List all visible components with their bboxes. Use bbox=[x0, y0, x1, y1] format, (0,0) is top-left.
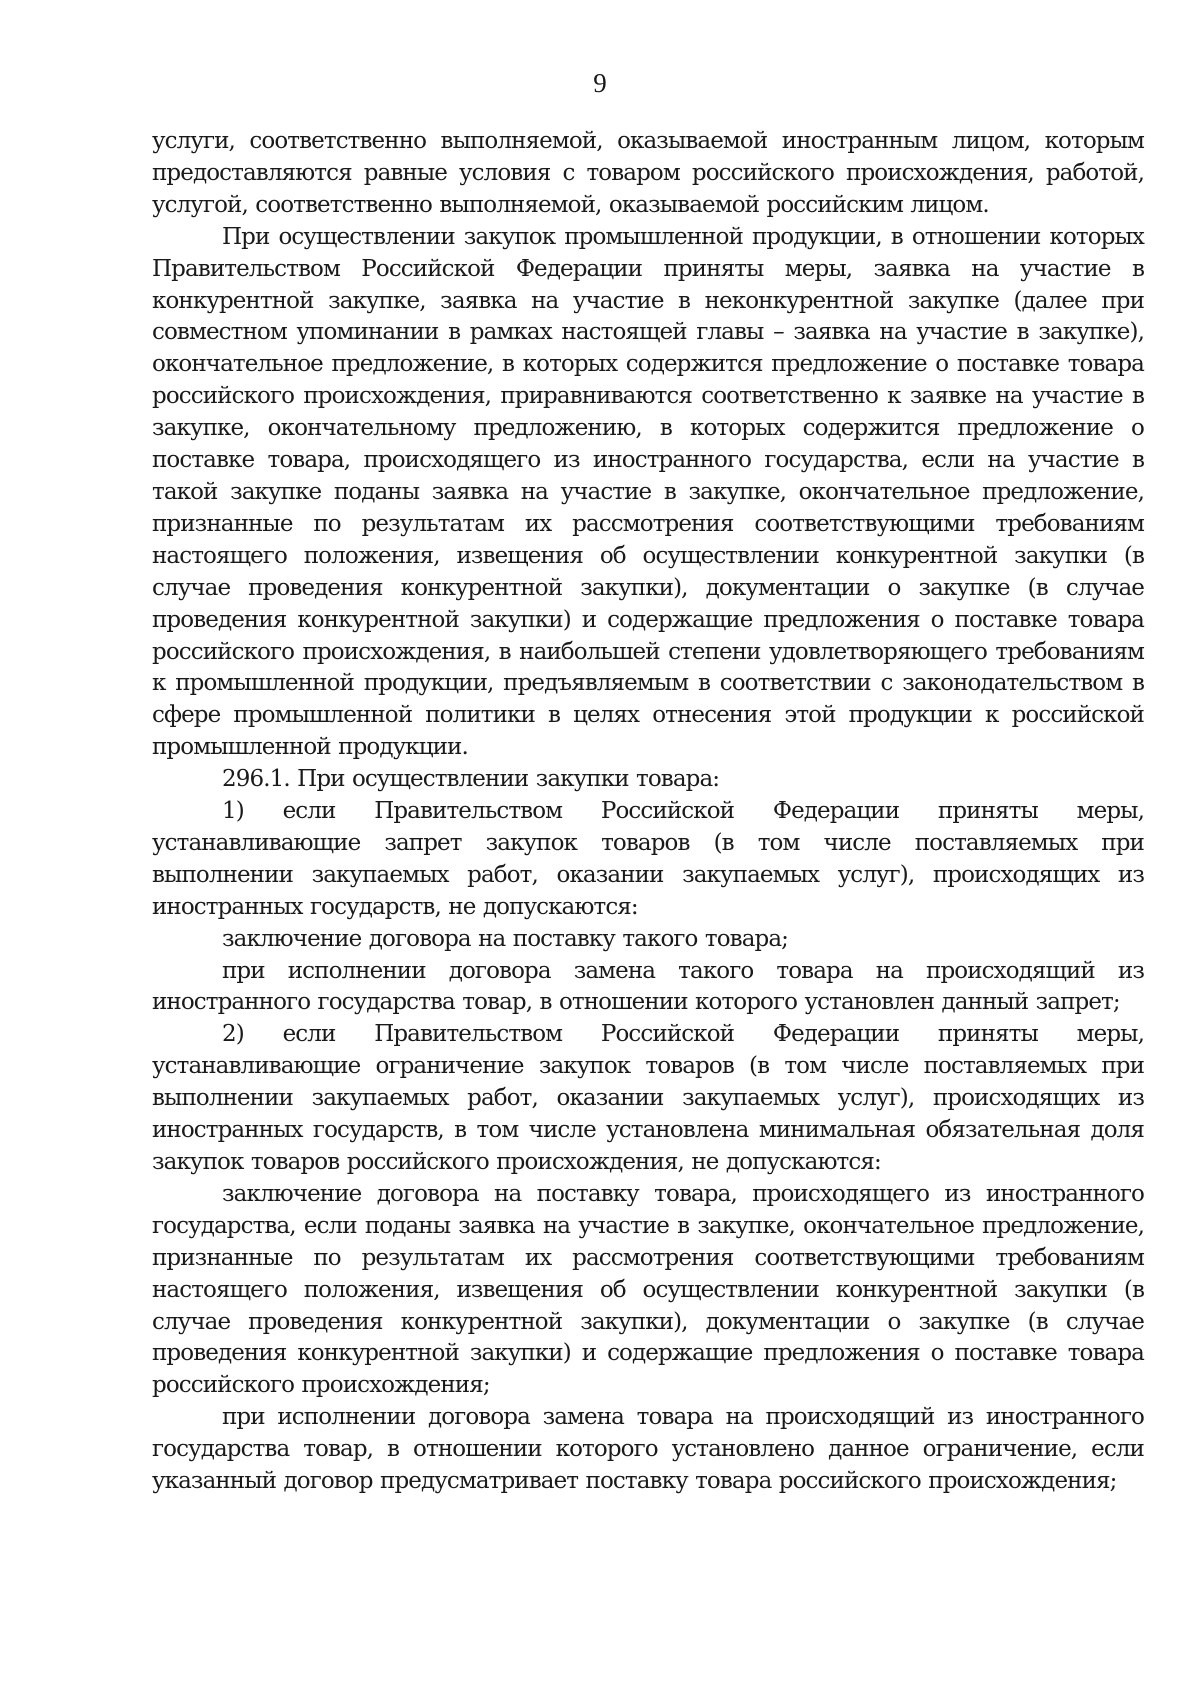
paragraph-3: 296.1. При осуществлении закупки товара: bbox=[222, 766, 720, 793]
paragraph-1: услуги, соответственно выполняемой, оказываемой иностранным лицом, которым предоставляются равные условия с товаром российского происхождения, работой, услугой, соответственно выполняемой, оказываемой российским лицом. bbox=[152, 128, 1144, 218]
paragraph-6: при исполнении договора замена такого товара на происходящий из иностранного государства товар, в отношении которого установлен данный запрет; bbox=[152, 957, 1144, 1016]
paragraph-8: заключение договора на поставку товара, происходящего из иностранного государства, если поданы заявка на участие в закупке, окончательное предложение, признанные по результатам их рассмотрения соответствующими требованиям настоящего положения, извещения об осуществлении конкурентной закупки (в случае проведения конкурентной закупки), документации о закупке (в случае проведения конкурентной закупки) и содержащие предложения о поставке товара российского происхождения; bbox=[152, 1180, 1144, 1399]
paragraph-9: при исполнении договора замена товара на происходящий из иностранного государства товар, в отношении которого установлено данное ограничение, если указанный договор предусматривает поставку товара российского происхождения; bbox=[152, 1404, 1144, 1495]
paragraph-4: 1) если Правительством Российской Федерации приняты меры, устанавливающие запрет закупок товаров (в том числе поставляемых при выполнении закупаемых работ, оказании закупаемых услуг), происходящих из иностранных государств, не допускаются: bbox=[152, 798, 1144, 920]
paragraph-5: заключение договора на поставку такого товара; bbox=[222, 925, 789, 952]
document-body bbox=[152, 126, 1144, 1498]
page-number: 9 bbox=[593, 68, 607, 98]
paragraph-2: При осуществлении закупок промышленной продукции, в отношении которых Правительством Российской Федерации приняты меры, заявка на участие в конкурентной закупке, заявка на участие в неконкурентной закупке (далее при совместном упоминании в рамках настоящей главы – заявка на участие в закупке), окончательное предложение, в которых содержится предложение о поставке товара российского происхождения, приравниваются соответственно к заявке на участие в закупке, окончательному предложению, в которых содержится предложение о поставке товара, происходящего из иностранного государства, если на участие в такой закупке поданы заявка на участие в закупке, окончательное предложение, признанные по результатам их рассмотрения соответствующими требованиям настоящего положения, извещения об осуществлении конкурентной закупки (в случае проведения конкурентной закупки), документации о закупке (в случае проведения конкурентной закупки) и содержащие предложения о поставке товара российского происхождения, в наибольшей степени удовлетворяющего требованиям к промышленной продукции, предъявляемым в соответствии с законодательством в сфере промышленной политики в целях отнесения этой продукции к российской промышленной продукции. bbox=[152, 223, 1144, 761]
paragraph-7: 2) если Правительством Российской Федерации приняты меры, устанавливающие ограничение закупок товаров (в том числе поставляемых при выполнении закупаемых работ, оказании закупаемых услуг), происходящих из иностранных государств, в том числе установлена минимальная обязательная доля закупок товаров российского происхождения, не допускаются: bbox=[152, 1021, 1144, 1175]
